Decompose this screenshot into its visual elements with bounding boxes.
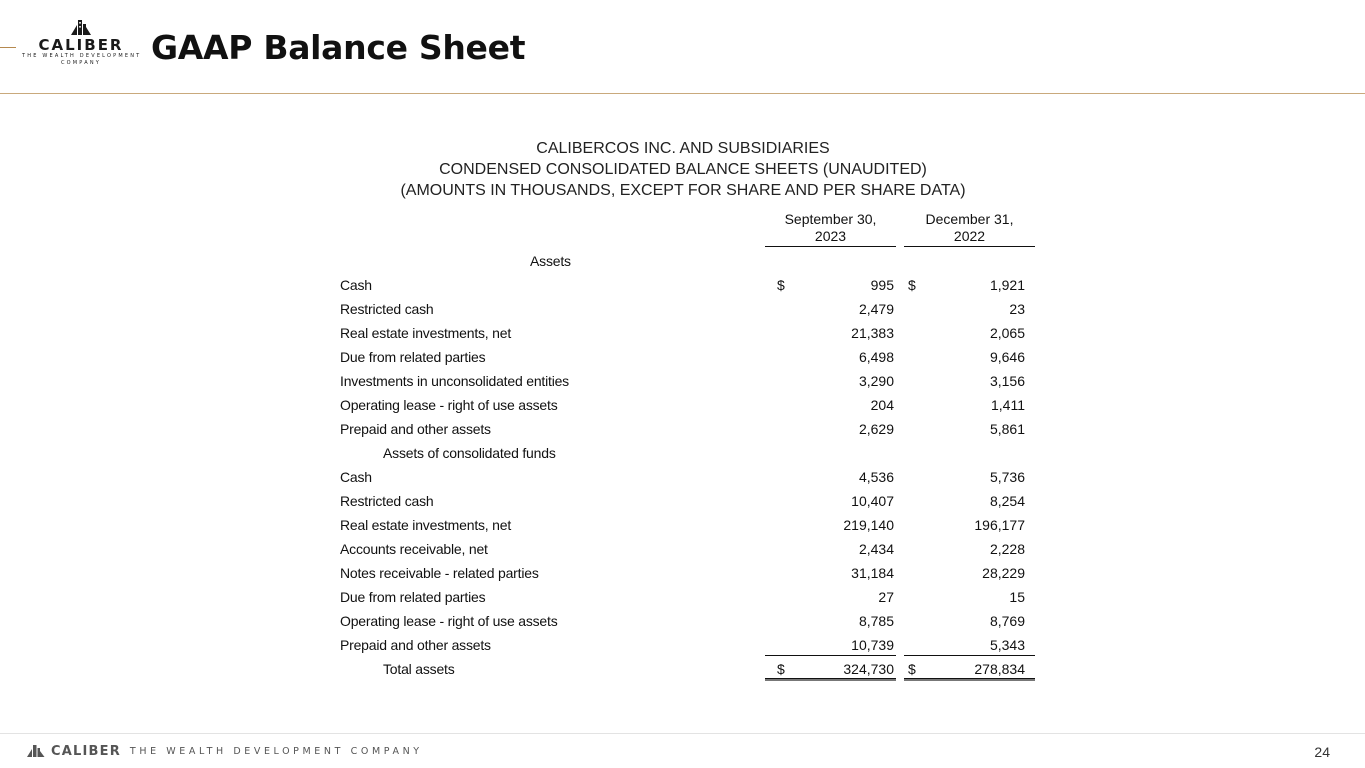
table-row [340,393,1030,417]
footer-brand: CALIBER [51,743,121,759]
report-heading-line-2: CONDENSED CONSOLIDATED BALANCE SHEETS (UNAUDITED) [439,161,927,178]
logo-tagline-company: COMPANY [60,60,102,66]
value-sep-2023: 995 [870,277,894,293]
value-sep-2023: 21,383 [851,325,894,341]
caliber-logo [22,18,140,74]
row-label: Restricted cash [340,301,434,317]
section-header-row [340,249,1030,273]
column-header-line1: December 31, [925,211,1014,227]
column-header-line2: 2022 [953,228,986,244]
total-row [340,657,1030,681]
row-label: Prepaid and other assets [340,421,491,437]
table-row [340,297,1030,321]
value-sep-2023: 2,479 [858,301,894,317]
header-accent-tick [0,47,16,48]
row-label: Operating lease - right of use assets [340,613,558,629]
row-label: Cash [340,277,372,293]
value-dec-2022: 5,861 [989,421,1025,437]
table-row [340,513,1030,537]
currency-symbol: $ [908,277,916,293]
table-row [340,489,1030,513]
value-dec-2022: 23 [1009,301,1025,317]
currency-symbol: $ [777,661,785,677]
row-label: Due from related parties [340,589,486,605]
value-sep-2023: 31,184 [851,565,894,581]
value-dec-2022: 3,156 [989,373,1025,389]
table-row [340,321,1030,345]
building-icon [26,744,46,758]
logo-wordmark: CALIBER [38,36,124,54]
table-row [340,417,1030,441]
report-heading-line-1: CALIBERCOS INC. AND SUBSIDIARIES [536,140,830,157]
row-label: Due from related parties [340,349,486,365]
table-row [340,537,1030,561]
value-dec-2022: 5,736 [989,469,1025,485]
footer-divider [0,733,1365,734]
value-dec-2022: 1,411 [991,397,1025,413]
value-sep-2023: 8,785 [858,613,894,629]
footer-brand-block [26,742,423,760]
page-title: GAAP Balance Sheet [151,28,526,67]
value-sep-2023: 3,290 [858,373,894,389]
logo-tagline: THE WEALTH DEVELOPMENT [22,53,142,59]
currency-symbol: $ [908,661,916,677]
table-row [340,465,1030,489]
value-sep-2023: 219,140 [843,517,894,533]
value-dec-2022: 1,921 [989,277,1025,293]
report-heading-line-3: (AMOUNTS IN THOUSANDS, EXCEPT FOR SHARE AND PER SHARE DATA) [400,182,966,199]
row-label: Real estate investments, net [340,517,512,533]
value-dec-2022: 5,343 [989,637,1025,653]
value-sep-2023: 6,498 [858,349,894,365]
column-header-sep-2023 [765,211,896,247]
section-label-assets: Assets [530,253,571,269]
header-divider [0,93,1365,94]
table-row [340,609,1030,633]
table-row [340,633,1030,657]
table-row [340,561,1030,585]
row-label: Cash [340,469,372,485]
row-label: Restricted cash [340,493,434,509]
row-label: Assets of consolidated funds [383,445,556,461]
row-label: Notes receivable - related parties [340,565,539,581]
value-dec-2022: 8,254 [989,493,1025,509]
value-sep-2023: 27 [878,589,894,605]
value-dec-2022: 9,646 [989,349,1025,365]
row-label: Accounts receivable, net [340,541,488,557]
value-sep-2023: 10,407 [851,493,894,509]
report-heading [333,138,1033,201]
column-header-line1: September 30, [784,211,877,227]
value-dec-2022: 15 [1009,589,1025,605]
row-label: Total assets [383,661,455,677]
value-dec-2022: 2,065 [989,325,1025,341]
total-double-rule [904,678,1035,681]
row-label: Investments in unconsolidated entities [340,373,569,389]
value-sep-2023: 10,739 [851,637,894,653]
column-header-line2: 2023 [814,228,847,244]
currency-symbol: $ [777,277,785,293]
subtotal-rule [765,655,896,656]
table-row [340,585,1030,609]
column-header-dec-2022 [904,211,1035,247]
table-row [340,345,1030,369]
value-sep-2023: 4,536 [858,469,894,485]
row-label: Operating lease - right of use assets [340,397,558,413]
footer-tagline: THE WEALTH DEVELOPMENT COMPANY [129,745,423,757]
table-row [340,369,1030,393]
page-number: 24 [1314,744,1330,760]
total-double-rule [765,678,896,681]
balance-sheet-table [340,249,1030,681]
value-sep-2023: 2,629 [858,421,894,437]
building-icon [69,18,93,36]
value-sep-2023: 324,730 [843,661,894,677]
value-sep-2023: 204 [870,397,894,413]
row-label: Real estate investments, net [340,325,512,341]
value-dec-2022: 196,177 [974,517,1025,533]
row-label: Prepaid and other assets [340,637,491,653]
value-dec-2022: 28,229 [982,565,1025,581]
subtotal-rule [904,655,1035,656]
value-dec-2022: 278,834 [974,661,1025,677]
value-dec-2022: 2,228 [989,541,1025,557]
subheading-row [340,441,1030,465]
table-row [340,273,1030,297]
value-dec-2022: 8,769 [989,613,1025,629]
value-sep-2023: 2,434 [858,541,894,557]
